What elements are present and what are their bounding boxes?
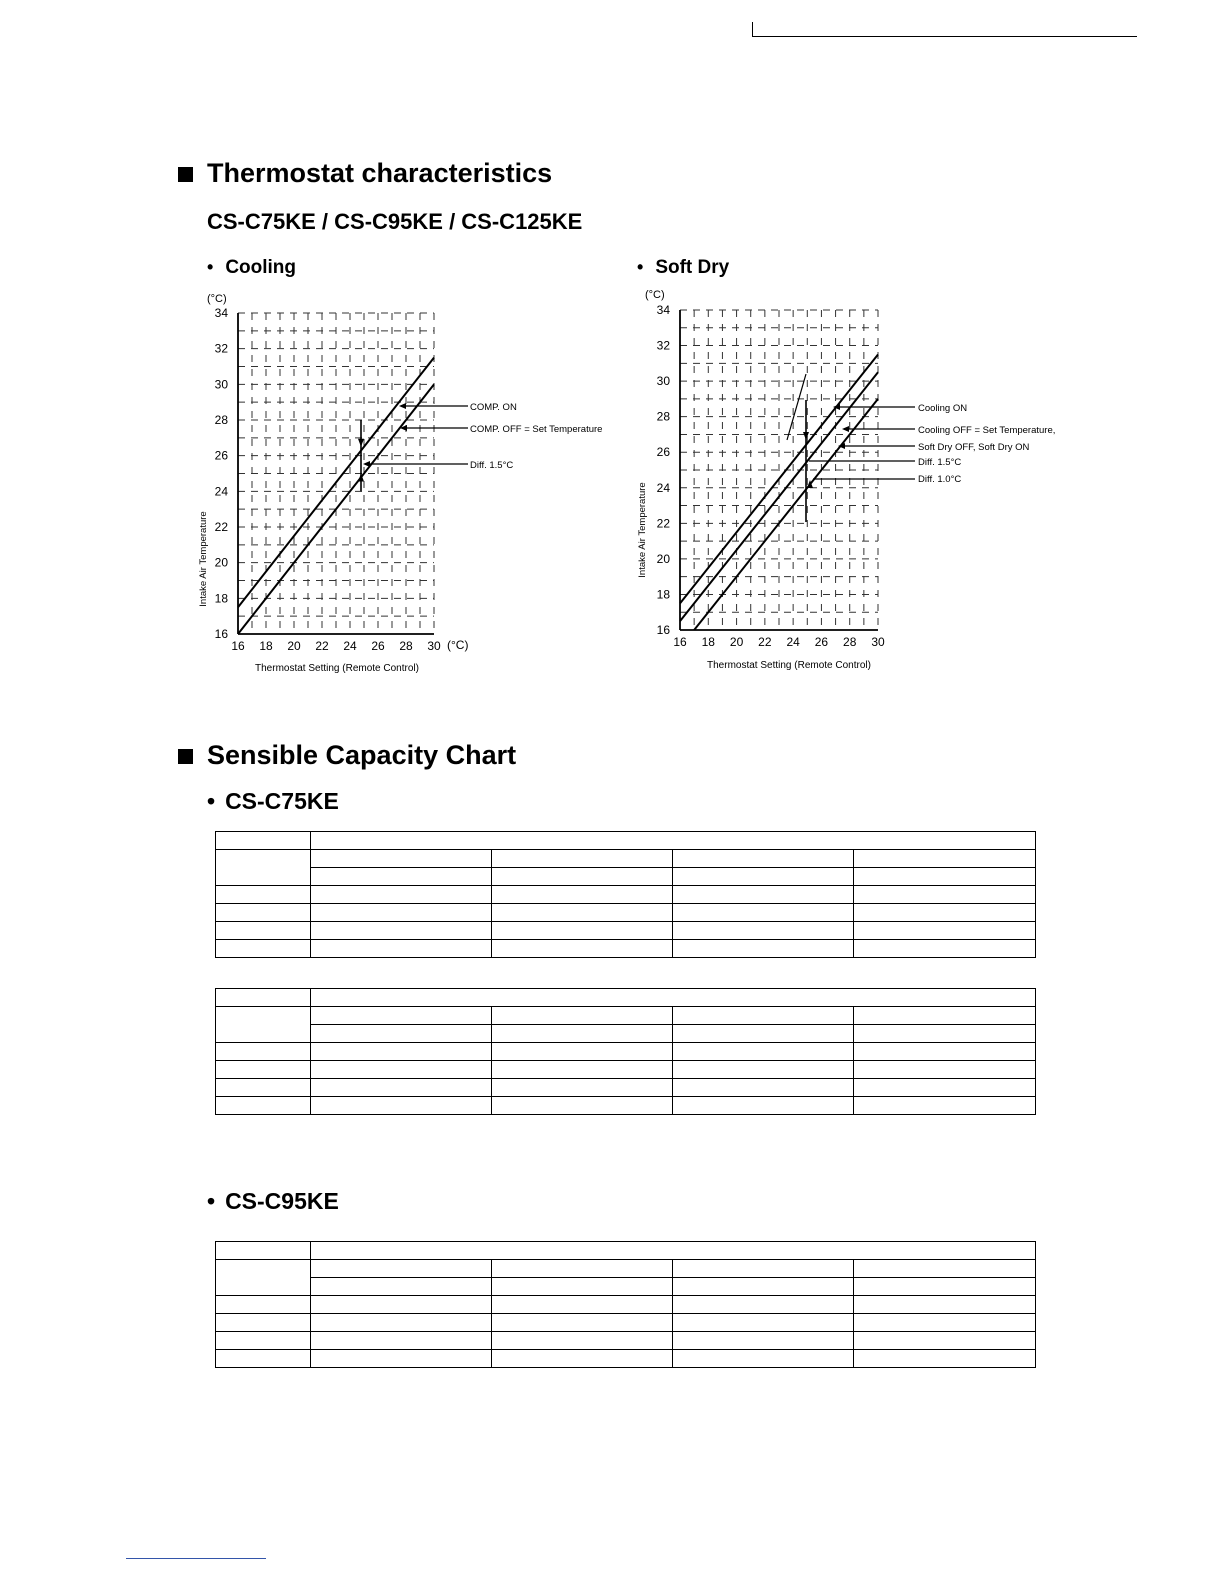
table-cell (673, 1025, 854, 1043)
table-cell (311, 1278, 492, 1296)
table-cell (492, 1043, 673, 1061)
table-cell (492, 886, 673, 904)
table-cell (854, 904, 1036, 922)
table-cell (216, 1332, 311, 1350)
annotation-softdry-off-on: Soft Dry OFF, Soft Dry ON (918, 442, 1030, 453)
softdry-annotations (787, 374, 1055, 522)
table-cell (492, 1079, 673, 1097)
bullet-icon: • (207, 257, 214, 277)
table-row (216, 1007, 1036, 1025)
capacity-table-c75-2 (215, 988, 1036, 1115)
bullet-icon: • (637, 257, 644, 277)
thermostat-title: Thermostat characteristics (207, 158, 553, 188)
capacity-title: Sensible Capacity Chart (207, 740, 517, 770)
table-cell (673, 868, 854, 886)
cooling-y-unit: (°C) (207, 293, 227, 305)
x-tick-label: 22 (758, 635, 772, 649)
table-cell (492, 922, 673, 940)
y-tick-label: 32 (214, 341, 228, 356)
table-cell (854, 1350, 1036, 1368)
x-tick-label: 18 (701, 635, 715, 649)
bullet-icon: • (207, 788, 216, 814)
table-cell (311, 1314, 492, 1332)
table-cell (311, 850, 492, 868)
table-cell (311, 1242, 1036, 1260)
series-line-3 (694, 399, 878, 630)
table-cell (492, 1278, 673, 1296)
softdry-chart (632, 282, 1092, 682)
table-cell (216, 904, 311, 922)
table-cell (854, 1007, 1036, 1025)
table-cell (854, 868, 1036, 886)
table-cell (216, 989, 311, 1007)
table-cell (492, 1350, 673, 1368)
table-cell (216, 1079, 311, 1097)
table-cell (673, 904, 854, 922)
x-tick-label: 28 (843, 635, 857, 649)
x-tick-label: 22 (315, 639, 329, 653)
c95-heading: • CS-C95KE (207, 1188, 339, 1214)
y-tick-label: 34 (656, 303, 670, 317)
cooling-y-axis-label: Intake Air Temperature (198, 511, 209, 607)
table-cell (216, 1097, 311, 1115)
capacity-table-c75-1 (215, 831, 1036, 958)
table-cell (216, 940, 311, 958)
table-cell (854, 940, 1036, 958)
table-cell (216, 1350, 311, 1368)
table-cell (492, 1332, 673, 1350)
y-tick-label: 22 (214, 520, 228, 534)
table-row (216, 1350, 1036, 1368)
table-cell (216, 922, 311, 940)
table-cell (673, 1278, 854, 1296)
cooling-chart (190, 285, 650, 685)
table-cell (854, 922, 1036, 940)
softdry-y-unit: (°C) (645, 289, 665, 301)
table-cell (673, 886, 854, 904)
y-tick-label: 18 (214, 591, 228, 606)
table-cell (492, 1007, 673, 1025)
x-tick-label: 30 (871, 635, 885, 649)
table-cell (216, 1043, 311, 1061)
table-cell (311, 1296, 492, 1314)
table-cell (216, 850, 311, 886)
cooling-x-unit: (°C) (447, 638, 469, 652)
y-tick-label: 18 (656, 587, 670, 602)
x-tick-label: 26 (814, 635, 829, 649)
table-row (216, 1097, 1036, 1115)
table-cell (311, 1043, 492, 1061)
table-cell (492, 1260, 673, 1278)
table-cell (311, 1350, 492, 1368)
table-cell (311, 1025, 492, 1043)
table-cell (854, 1079, 1036, 1097)
annotation-cooling-on: Cooling ON (918, 403, 968, 414)
table-cell (673, 1260, 854, 1278)
table-row (216, 1296, 1036, 1314)
table-row (216, 886, 1036, 904)
table-cell (311, 989, 1036, 1007)
table-row (216, 1025, 1036, 1043)
table-cell (492, 1025, 673, 1043)
table-cell (854, 1043, 1036, 1061)
table-cell (492, 1061, 673, 1079)
table-cell (673, 1332, 854, 1350)
table-cell (854, 1097, 1036, 1115)
table-cell (311, 1061, 492, 1079)
table-row (216, 1260, 1036, 1278)
table-cell (854, 850, 1036, 868)
table-row (216, 904, 1036, 922)
x-tick-label: 28 (399, 639, 413, 653)
table-cell (311, 1079, 492, 1097)
table-cell (492, 904, 673, 922)
y-tick-label: 28 (214, 413, 228, 427)
table-cell (216, 1314, 311, 1332)
table-cell (311, 922, 492, 940)
softdry-x-axis-label: Thermostat Setting (Remote Control) (707, 660, 871, 671)
y-tick-label: 22 (656, 516, 670, 531)
table-cell (311, 1260, 492, 1278)
x-tick-label: 24 (343, 639, 357, 653)
table-cell (492, 940, 673, 958)
x-tick-label: 16 (231, 639, 245, 653)
table-cell (854, 1332, 1036, 1350)
header-rule (752, 22, 1137, 37)
x-tick-label: 24 (786, 635, 800, 649)
capacity-table-c95 (215, 1241, 1036, 1368)
table-cell (854, 1296, 1036, 1314)
table-row (216, 1043, 1036, 1061)
table-cell (492, 850, 673, 868)
table-cell (311, 868, 492, 886)
table-cell (216, 1242, 311, 1260)
x-tick-label: 16 (673, 635, 687, 649)
table-cell (673, 1079, 854, 1097)
y-tick-label: 16 (214, 627, 228, 641)
table-cell (492, 1097, 673, 1115)
y-tick-label: 20 (214, 555, 228, 570)
table-cell (673, 1007, 854, 1025)
table-row (216, 922, 1036, 940)
table-cell (311, 904, 492, 922)
x-tick-label: 18 (259, 639, 273, 653)
annotation-diff: Diff. 1.5°C (470, 460, 514, 471)
table-cell (854, 886, 1036, 904)
y-tick-label: 30 (214, 377, 228, 392)
table-cell (673, 1043, 854, 1061)
bullet-icon: • (207, 1188, 216, 1214)
table-cell (673, 1350, 854, 1368)
table-row (216, 940, 1036, 958)
y-tick-label: 32 (656, 338, 670, 353)
table-row (216, 1314, 1036, 1332)
table-row (216, 850, 1036, 868)
y-tick-label: 28 (656, 409, 670, 424)
annotation-diff-15: Diff. 1.5°C (918, 457, 962, 468)
table-cell (673, 1061, 854, 1079)
table-row (216, 1242, 1036, 1260)
table-cell (216, 886, 311, 904)
table-cell (854, 1025, 1036, 1043)
table-cell (673, 850, 854, 868)
table-cell (492, 868, 673, 886)
section-square-icon (178, 749, 193, 764)
section-square-icon (178, 167, 193, 182)
table-row (216, 868, 1036, 886)
thermostat-models: CS-C75KE / CS-C95KE / CS-C125KE (207, 209, 583, 234)
footer-rule (126, 1558, 266, 1559)
table-cell (673, 922, 854, 940)
table-cell (673, 940, 854, 958)
table-cell (854, 1278, 1036, 1296)
cooling-heading: • Cooling (207, 257, 297, 278)
table-cell (854, 1314, 1036, 1332)
y-tick-label: 30 (656, 374, 670, 389)
annotation-comp-off: COMP. OFF = Set Temperature (470, 424, 603, 435)
table-row (216, 1332, 1036, 1350)
table-cell (311, 886, 492, 904)
table-cell (216, 1260, 311, 1296)
table-cell (216, 1296, 311, 1314)
x-tick-label: 30 (427, 639, 441, 653)
y-tick-label: 24 (656, 480, 670, 495)
table-cell (311, 940, 492, 958)
table-cell (854, 1061, 1036, 1079)
table-cell (854, 1260, 1036, 1278)
table-cell (311, 1097, 492, 1115)
table-row (216, 1079, 1036, 1097)
table-cell (216, 1007, 311, 1043)
y-tick-label: 26 (656, 445, 670, 460)
y-tick-label: 26 (214, 448, 228, 463)
c75-heading: • CS-C75KE (207, 788, 339, 814)
x-tick-label: 26 (371, 639, 385, 653)
y-tick-label: 24 (214, 484, 228, 499)
table-cell (311, 1007, 492, 1025)
cooling-x-axis-label: Thermostat Setting (Remote Control) (255, 663, 419, 674)
table-cell (216, 832, 311, 850)
table-cell (216, 1061, 311, 1079)
table-row (216, 1278, 1036, 1296)
x-tick-label: 20 (287, 639, 301, 653)
table-cell (492, 1314, 673, 1332)
y-tick-label: 34 (214, 306, 228, 320)
table-row (216, 832, 1036, 850)
table-cell (673, 1097, 854, 1115)
table-cell (673, 1296, 854, 1314)
table-cell (492, 1296, 673, 1314)
diff-arrow-icon (358, 439, 364, 447)
table-cell (311, 1332, 492, 1350)
softdry-y-axis-label: Intake Air Temperature (637, 482, 648, 578)
annotation-diff-10: Diff. 1.0°C (918, 474, 962, 485)
table-cell (673, 1314, 854, 1332)
x-tick-label: 20 (729, 635, 744, 649)
table-cell (311, 832, 1036, 850)
table-row (216, 989, 1036, 1007)
annotation-comp-on: COMP. ON (470, 402, 517, 413)
y-tick-label: 20 (656, 551, 670, 566)
y-tick-label: 16 (656, 623, 670, 637)
softdry-heading: • Soft Dry (637, 257, 730, 278)
cooling-annotations (363, 402, 602, 471)
table-row (216, 1061, 1036, 1079)
annotation-cooling-off: Cooling OFF = Set Temperature, (918, 425, 1056, 436)
